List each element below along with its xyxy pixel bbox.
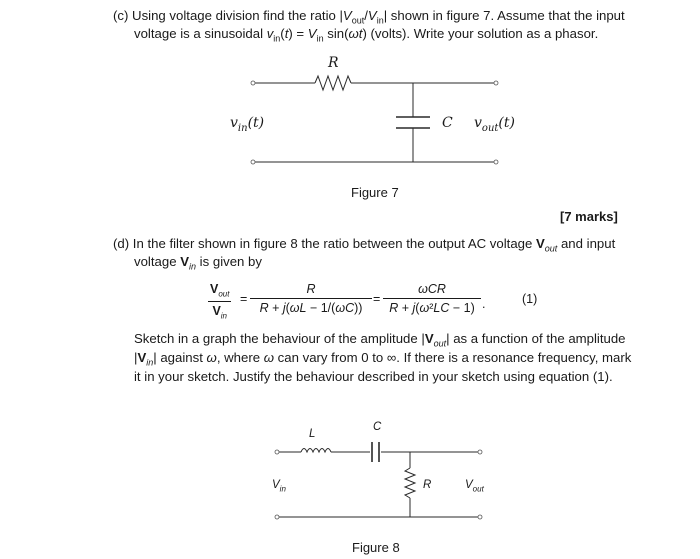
fig7-label-vin: $v_{in}(t)$ xyxy=(230,115,265,134)
eq-number: (1) xyxy=(522,292,538,306)
fig7-label-c: C xyxy=(442,115,453,131)
figure-7-circuit xyxy=(251,76,498,164)
part-c-line-1: (c) Using voltage division find the ratio $|V_{out}/V_{in}|$ shown in figure 7. Assume that the input xyxy=(113,8,625,26)
sketch-line-2: $|V_{in}|$ against ω, where ω can vary from 0 to ∞. If there is a resonance frequency, mark xyxy=(134,350,632,368)
resistor-r-fig7 xyxy=(315,76,351,90)
eq-equals-2: = xyxy=(373,292,381,306)
resistor-r-fig8 xyxy=(405,468,415,498)
part-c-line-2: voltage is a sinusoidal $v_{in}(t) = V_{in}$ sin(ωt) (volts). Write your solution as a phasor. xyxy=(134,26,599,44)
fig8-label-vin: $V_{in}$ xyxy=(272,479,286,494)
part-d-line-2: voltage $V_{in}$ is given by xyxy=(134,254,262,272)
figure-7-caption: Figure 7 xyxy=(351,185,399,200)
sketch-line-1: Sketch in a graph the behaviour of the amplitude $|V_{out}|$ as a function of the amplitude xyxy=(134,331,626,349)
fig8-label-r: R xyxy=(423,479,432,491)
eq-mid-num: R xyxy=(306,282,316,296)
eq-period: . xyxy=(482,297,486,311)
marks-label: [7 marks] xyxy=(560,209,618,224)
eq-lhs-fraction: $V_{out}$ $V_{in}$ xyxy=(210,282,230,320)
figure-8-circuit xyxy=(275,442,482,519)
part-d-line-1: (d) In the filter shown in figure 8 the ratio between the output AC voltage $V_{out}$ and input xyxy=(113,236,616,254)
eq-equals-1: = xyxy=(240,292,248,306)
inductor-l-fig8 xyxy=(301,449,331,453)
fig7-label-vout: $v_{out}(t)$ xyxy=(474,115,515,134)
fig8-label-vout: $V_{out}$ xyxy=(465,479,484,494)
sketch-line-3: it in your sketch. Justify the behaviour described in your sketch using equation (1). xyxy=(134,369,613,384)
fig7-label-r: R xyxy=(328,55,339,71)
figure-8-caption: Figure 8 xyxy=(352,540,400,555)
eq-rhs-fraction: ωCR R + j(ω²LC − 1) xyxy=(383,282,481,315)
eq-mid-fraction: R R + j(ωL − 1/(ωC)) xyxy=(250,282,372,315)
fig8-label-c: C xyxy=(373,421,382,433)
fig8-label-l: L xyxy=(309,428,316,440)
